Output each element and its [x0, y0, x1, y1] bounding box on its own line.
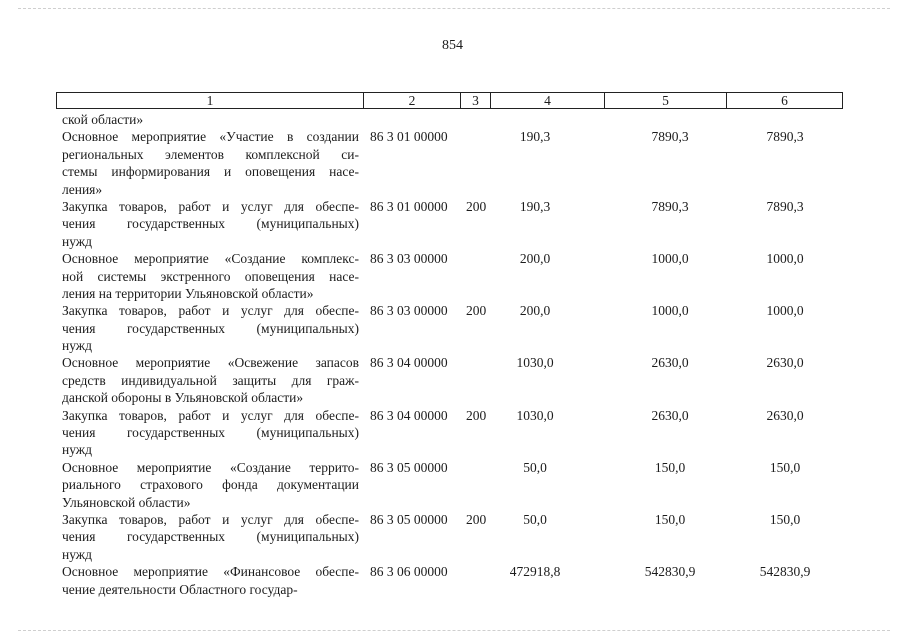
description-line: Закупка товаров, работ и услуг для обеспе-	[62, 198, 359, 214]
table-row	[0, 302, 905, 354]
row-description	[62, 407, 359, 459]
description-line: ной системы экстренного оповещения насе-	[62, 268, 359, 284]
table-row	[0, 511, 905, 563]
header-col-5: 5	[604, 93, 726, 108]
table-row	[0, 459, 905, 511]
header-col-6: 6	[726, 93, 842, 108]
description-line: Основное мероприятие «Освежение запасов	[62, 355, 359, 371]
description-line: средств индивидуальной защиты для граж-	[62, 372, 359, 388]
row-value-col4: 50,0	[523, 459, 547, 475]
description-line: Основное мероприятие «Финансовое обеспе-	[62, 564, 359, 580]
description-line: чения государственных (муниципальных)	[62, 529, 359, 545]
table-row	[0, 111, 905, 128]
row-value-col4: 1030,0	[516, 407, 554, 423]
row-value-col6: 1000,0	[766, 251, 804, 267]
description-line: чение деятельности Областного государ-	[62, 581, 298, 597]
description-line: Закупка товаров, работ и услуг для обеспе-	[62, 511, 359, 527]
row-value-col6: 7890,3	[766, 129, 804, 145]
table-row	[0, 354, 905, 406]
description-line: чения государственных (муниципальных)	[62, 425, 359, 441]
row-value-col4: 190,3	[519, 129, 551, 145]
row-value-col5: 150,0	[654, 459, 686, 475]
description-line: чения государственных (муниципальных)	[62, 320, 359, 336]
page-number: 854	[442, 38, 463, 53]
row-value-col5: 2630,0	[651, 407, 689, 423]
row-value-col4: 200,0	[519, 303, 551, 319]
description-line: нужд	[62, 338, 92, 354]
table-body	[0, 111, 905, 598]
row-value-col5	[620, 111, 720, 128]
header-col-4: 4	[490, 93, 604, 108]
row-value-col5: 1000,0	[651, 251, 689, 267]
row-code: 86 3 05 00000	[370, 459, 448, 475]
row-value-col5: 150,0	[654, 511, 686, 527]
description-line: риального страхового фонда документации	[62, 477, 359, 493]
row-code: 86 3 01 00000	[370, 198, 448, 214]
row-value-col6: 2630,0	[766, 355, 804, 371]
row-expense-type: 200	[466, 407, 487, 423]
description-line: Ульяновской области»	[62, 494, 191, 510]
row-value-col4	[490, 111, 580, 128]
description-line: нужд	[62, 546, 92, 562]
row-value-col5: 542830,9	[644, 564, 696, 580]
row-value-col4: 1030,0	[516, 355, 554, 371]
scan-edge-bottom	[18, 630, 890, 631]
table-header	[56, 92, 843, 109]
description-line: данской обороны в Ульяновской области»	[62, 390, 304, 406]
description-line: Основное мероприятие «Создание террито-	[62, 459, 359, 475]
row-code: 86 3 01 00000	[370, 129, 448, 145]
description-line: Основное мероприятие «Создание комплекс-	[62, 251, 359, 267]
row-value-col6: 150,0	[769, 459, 801, 475]
description-line: чения государственных (муниципальных)	[62, 216, 359, 232]
row-description	[62, 198, 359, 250]
row-code: 86 3 04 00000	[370, 355, 448, 371]
row-expense-type: 200	[466, 303, 487, 319]
description-line: региональных элементов комплексной си-	[62, 146, 359, 162]
description-line: Закупка товаров, работ и услуг для обеспе-	[62, 407, 359, 423]
row-value-col6: 2630,0	[766, 407, 804, 423]
table-row	[0, 128, 905, 198]
row-value-col5: 2630,0	[651, 355, 689, 371]
header-col-3: 3	[460, 93, 490, 108]
row-description	[62, 128, 359, 198]
row-value-col5: 7890,3	[651, 198, 689, 214]
row-description	[62, 250, 359, 302]
row-code: 86 3 06 00000	[370, 564, 448, 580]
row-value-col6: 150,0	[769, 511, 801, 527]
header-col-1: 1	[206, 93, 214, 108]
description-line: Основное мероприятие «Участие в создании	[62, 129, 359, 145]
description-line: стемы информирования и оповещения насе-	[62, 164, 359, 180]
table-row	[0, 407, 905, 459]
description-line: Закупка товаров, работ и услуг для обеспе-	[62, 303, 359, 319]
row-value-col4: 472918,8	[509, 564, 561, 580]
row-code: 86 3 03 00000	[370, 251, 448, 267]
header-col-2: 2	[363, 93, 460, 108]
row-code: 86 3 04 00000	[370, 407, 448, 423]
description-line: нужд	[62, 233, 92, 249]
table-row	[0, 250, 905, 302]
row-description	[62, 459, 359, 511]
row-description	[62, 111, 359, 128]
row-value-col4: 200,0	[519, 251, 551, 267]
row-code: 86 3 03 00000	[370, 303, 448, 319]
row-value-col6: 7890,3	[766, 198, 804, 214]
row-description	[62, 563, 359, 598]
row-expense-type: 200	[466, 511, 487, 527]
row-value-col4: 190,3	[519, 198, 551, 214]
row-value-col6	[735, 111, 835, 128]
row-value-col5: 7890,3	[651, 129, 689, 145]
row-expense-type: 200	[466, 198, 487, 214]
row-value-col5: 1000,0	[651, 303, 689, 319]
scan-edge-top	[18, 8, 890, 9]
row-value-col6: 542830,9	[759, 564, 811, 580]
description-line: ления»	[62, 181, 103, 197]
description-line: ской области»	[62, 112, 144, 127]
row-description	[62, 302, 359, 354]
row-description	[62, 354, 359, 406]
row-description	[62, 511, 359, 563]
description-line: нужд	[62, 442, 92, 458]
row-code: 86 3 05 00000	[370, 511, 448, 527]
table-row	[0, 198, 905, 250]
description-line: ления на территории Ульяновской области»	[62, 285, 314, 301]
row-value-col6: 1000,0	[766, 303, 804, 319]
table-row	[0, 563, 905, 598]
row-value-col4: 50,0	[523, 511, 547, 527]
